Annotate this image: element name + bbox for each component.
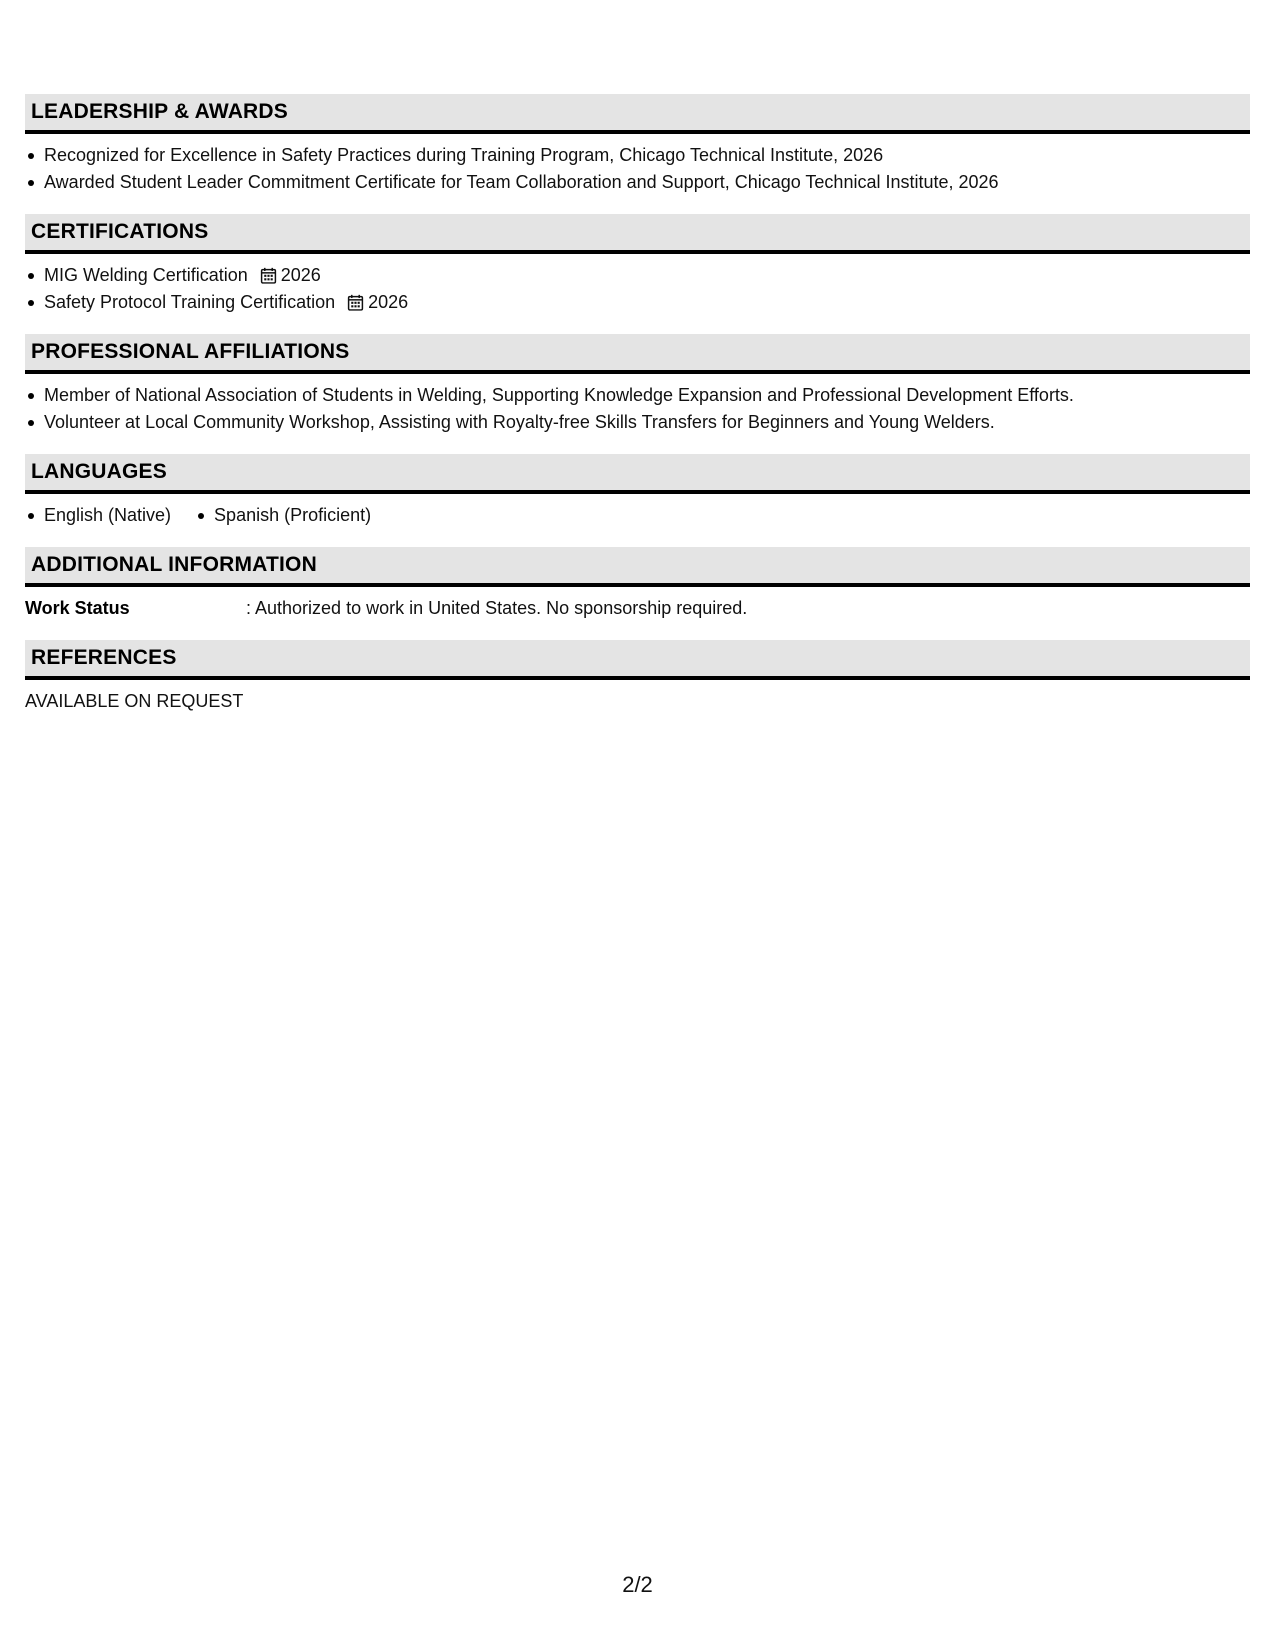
section-title: CERTIFICATIONS [31, 220, 209, 243]
section-title: LEADERSHIP & AWARDS [31, 100, 288, 123]
certification-date [347, 289, 408, 316]
section-header [25, 547, 1250, 587]
language-item: Spanish (Proficient) [214, 502, 371, 529]
page-number: 2/2 [622, 1572, 653, 1597]
list-item: Awarded Student Leader Commitment Certificate for Team Collaboration and Support, Chicago Technical Institute, 2026 [44, 169, 1250, 196]
certifications-list [25, 262, 1250, 316]
resume-page [25, 94, 1250, 733]
section-header [25, 640, 1250, 680]
certification-entry [44, 289, 1250, 316]
section-header [25, 214, 1250, 254]
list-item [44, 262, 1250, 289]
section-title: PROFESSIONAL AFFILIATIONS [31, 340, 350, 363]
leadership-awards-section [25, 94, 1250, 196]
section-header [25, 454, 1250, 494]
work-status-value: : Authorized to work in United States. No sponsorship required. [246, 598, 748, 618]
work-status-row [25, 595, 1250, 622]
certification-name: Safety Protocol Training Certification [44, 292, 336, 312]
section-title: REFERENCES [31, 646, 177, 669]
calendar-icon [347, 294, 364, 311]
additional-information-section [25, 547, 1250, 622]
languages-list [25, 502, 1250, 529]
section-title: LANGUAGES [31, 460, 167, 483]
languages-section [25, 454, 1250, 529]
language-item: English (Native) [44, 502, 171, 529]
references-text: AVAILABLE ON REQUEST [25, 691, 244, 711]
section-header [25, 334, 1250, 374]
certifications-section [25, 214, 1250, 316]
list-item: Recognized for Excellence in Safety Practices during Training Program, Chicago Technical Institute, 2026 [44, 142, 1250, 169]
certification-name: MIG Welding Certification [44, 265, 248, 285]
professional-affiliations-section [25, 334, 1250, 436]
calendar-icon [260, 267, 277, 284]
awards-list [25, 142, 1250, 196]
list-item [44, 289, 1250, 316]
affiliations-list [25, 382, 1250, 436]
certification-year: 2026 [280, 265, 321, 285]
references-section [25, 640, 1250, 715]
list-item: Volunteer at Local Community Workshop, Assisting with Royalty-free Skills Transfers for Beginners and Young Welders. [44, 409, 1250, 436]
section-title: ADDITIONAL INFORMATION [31, 553, 317, 576]
certification-year: 2026 [368, 292, 409, 312]
section-header [25, 94, 1250, 134]
work-status-label: Work Status [25, 598, 130, 618]
list-item: Member of National Association of Students in Welding, Supporting Knowledge Expansion and Professional Development Efforts. [44, 382, 1250, 409]
certification-entry [44, 262, 1250, 289]
certification-date [260, 262, 321, 289]
